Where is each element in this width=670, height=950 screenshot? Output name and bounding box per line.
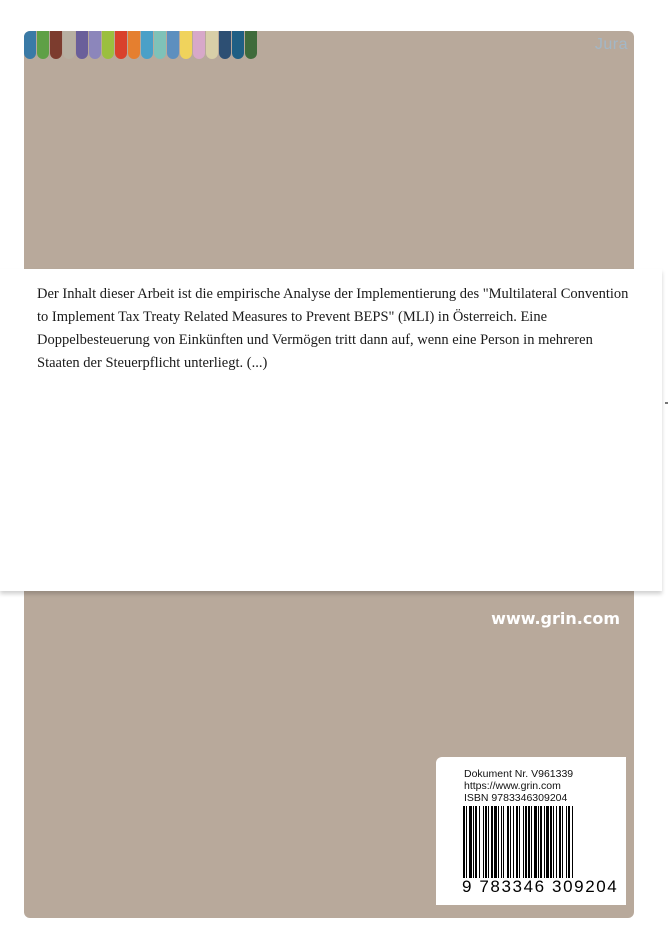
barcode-bar	[501, 806, 502, 878]
barcode-digits: 9 783346 309204	[462, 877, 619, 896]
barcode-bar	[503, 806, 504, 878]
barcode-bar	[572, 806, 573, 878]
barcode-bar	[516, 806, 518, 878]
isbn-line: ISBN 9783346309204	[464, 792, 568, 804]
barcode-bar	[568, 806, 570, 878]
barcode-bar	[507, 806, 509, 878]
publisher-url: www.grin.com	[491, 609, 620, 628]
document-number: Dokument Nr. V961339	[464, 768, 574, 780]
edge-mark	[665, 402, 668, 404]
category-label: Jura	[594, 36, 628, 53]
barcode-bar	[491, 806, 493, 878]
barcode-bar	[483, 806, 484, 878]
color-tab	[76, 31, 88, 59]
barcode-bar	[550, 806, 552, 878]
barcode-bar	[469, 806, 472, 878]
barcode-bar	[556, 806, 557, 878]
barcode-bar	[553, 806, 554, 878]
publisher-website: https://www.grin.com	[464, 780, 561, 792]
barcode-bar	[566, 806, 567, 878]
color-tab	[141, 31, 153, 59]
barcode-bar	[562, 806, 563, 878]
barcode-bar	[528, 806, 530, 878]
barcode-bar	[544, 806, 545, 878]
color-tabs	[24, 31, 258, 59]
barcode-bar	[510, 806, 511, 878]
color-tab	[245, 31, 257, 59]
barcode	[462, 806, 622, 878]
barcode-bar	[479, 806, 480, 878]
color-tab	[232, 31, 244, 59]
abstract-text: Der Inhalt dieser Arbeit ist die empirische Analyse der Implementierung des "Multilateral Convention to Implement Tax Treaty Related Measures to Prevent BEPS" (MLI) in Österreich. Eine Doppelbesteuerung von Einkünften und Vermögen tritt dann auf, wenn eine Person in mehreren Staaten der Steuerpflicht unterliegt. (...)	[37, 286, 629, 371]
barcode-bar	[531, 806, 532, 878]
color-tab	[115, 31, 127, 59]
color-tab	[167, 31, 179, 59]
barcode-bar	[525, 806, 527, 878]
color-tab	[193, 31, 205, 59]
color-tab	[50, 31, 62, 59]
color-tab	[63, 31, 75, 59]
barcode-bar	[463, 806, 465, 878]
color-tab	[102, 31, 114, 59]
barcode-bar	[523, 806, 524, 878]
color-tab	[89, 31, 101, 59]
barcode-bar	[519, 806, 520, 878]
barcode-bar	[513, 806, 514, 878]
barcode-bar	[494, 806, 497, 878]
barcode-bar	[485, 806, 487, 878]
color-tab	[154, 31, 166, 59]
color-tab	[180, 31, 192, 59]
barcode-bar	[475, 806, 477, 878]
barcode-bar	[466, 806, 467, 878]
barcode-bar	[534, 806, 537, 878]
barcode-bar	[473, 806, 474, 878]
barcode-bar	[498, 806, 499, 878]
color-tab	[37, 31, 49, 59]
color-tab	[24, 31, 36, 59]
barcode-bar	[540, 806, 542, 878]
barcode-bar	[538, 806, 539, 878]
barcode-bar	[488, 806, 489, 878]
barcode-bar	[546, 806, 549, 878]
color-tab	[206, 31, 218, 59]
color-tab	[219, 31, 231, 59]
barcode-bar	[559, 806, 561, 878]
color-tab	[128, 31, 140, 59]
